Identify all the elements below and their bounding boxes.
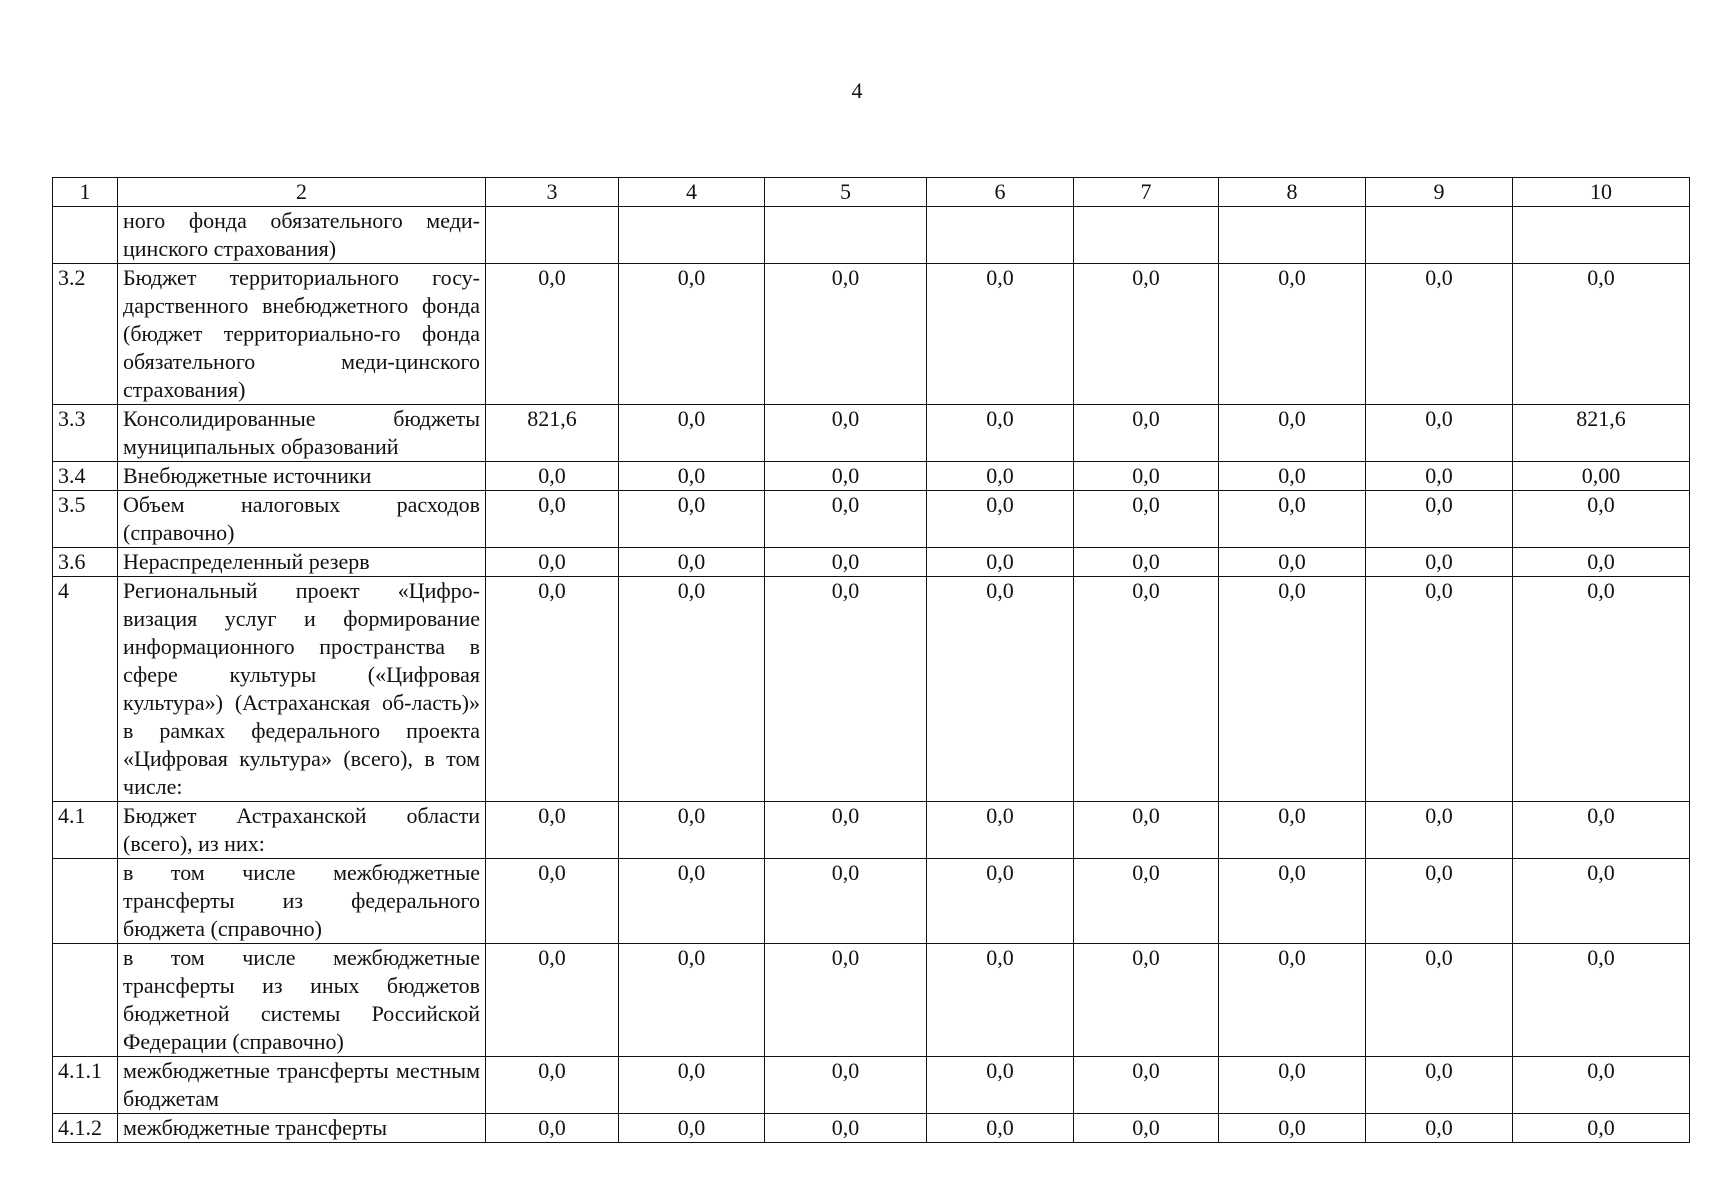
value-cell: 0,0 (486, 577, 619, 802)
value-cell: 0,0 (927, 462, 1074, 491)
column-header: 6 (927, 178, 1074, 207)
value-cell: 0,0 (1219, 405, 1366, 462)
value-cell: 0,0 (765, 491, 927, 548)
value-cell (1219, 207, 1366, 264)
row-number-cell (53, 859, 118, 944)
value-cell: 0,0 (1366, 944, 1513, 1057)
page-number: 4 (851, 78, 863, 103)
row-name-cell: межбюджетные трансферты (118, 1114, 486, 1143)
row-name-cell: межбюджетные трансферты местным бюджетам (118, 1057, 486, 1114)
value-cell: 0,0 (765, 1114, 927, 1143)
table-row (53, 491, 1690, 548)
value-cell: 0,0 (1074, 548, 1219, 577)
value-cell: 0,0 (486, 1114, 619, 1143)
value-cell: 0,0 (1366, 462, 1513, 491)
value-cell: 0,0 (1366, 548, 1513, 577)
value-cell: 0,0 (927, 859, 1074, 944)
value-cell: 0,0 (927, 577, 1074, 802)
row-number-cell: 4 (53, 577, 118, 802)
value-cell: 0,0 (1366, 491, 1513, 548)
value-cell: 0,0 (486, 859, 619, 944)
value-cell: 0,0 (1513, 944, 1690, 1057)
value-cell: 0,0 (1074, 1114, 1219, 1143)
value-cell: 0,0 (619, 1057, 765, 1114)
row-number-cell: 4.1.2 (53, 1114, 118, 1143)
value-cell: 0,0 (765, 859, 927, 944)
value-cell: 0,0 (1513, 548, 1690, 577)
table-row (53, 264, 1690, 405)
column-header: 4 (619, 178, 765, 207)
row-name-cell: Объем налоговых расходов (справочно) (118, 491, 486, 548)
column-header: 8 (1219, 178, 1366, 207)
value-cell: 0,0 (619, 264, 765, 405)
value-cell: 0,0 (486, 491, 619, 548)
value-cell: 0,0 (927, 491, 1074, 548)
row-name-cell: в том числе межбюджетные трансферты из иных бюджетов бюджетной системы Российской Федерации (справочно) (118, 944, 486, 1057)
value-cell (1366, 207, 1513, 264)
value-cell: 0,0 (1366, 802, 1513, 859)
row-name-cell: в том числе межбюджетные трансферты из федерального бюджета (справочно) (118, 859, 486, 944)
value-cell: 821,6 (486, 405, 619, 462)
row-name-cell: ного фонда обязательного меди-цинского страхования) (118, 207, 486, 264)
value-cell: 0,0 (1366, 859, 1513, 944)
value-cell: 0,00 (1513, 462, 1690, 491)
value-cell: 0,0 (1074, 405, 1219, 462)
value-cell: 0,0 (1366, 405, 1513, 462)
value-cell: 0,0 (927, 1114, 1074, 1143)
value-cell: 0,0 (486, 264, 619, 405)
table-row (53, 405, 1690, 462)
value-cell: 0,0 (765, 577, 927, 802)
value-cell: 0,0 (619, 577, 765, 802)
value-cell: 0,0 (1074, 1057, 1219, 1114)
value-cell (486, 207, 619, 264)
row-name-cell: Внебюджетные источники (118, 462, 486, 491)
value-cell: 0,0 (1219, 944, 1366, 1057)
value-cell: 0,0 (1074, 491, 1219, 548)
value-cell (619, 207, 765, 264)
value-cell: 0,0 (1219, 1114, 1366, 1143)
table-row (53, 859, 1690, 944)
value-cell: 0,0 (765, 944, 927, 1057)
value-cell: 0,0 (619, 491, 765, 548)
table-row (53, 802, 1690, 859)
value-cell: 821,6 (1513, 405, 1690, 462)
table-row (53, 1057, 1690, 1114)
value-cell: 0,0 (1513, 1114, 1690, 1143)
value-cell: 0,0 (1074, 944, 1219, 1057)
value-cell: 0,0 (1366, 577, 1513, 802)
row-name-cell: Региональный проект «Цифро-визация услуг и формирование информационного пространства в сфере культуры («Цифровая культура») (Астраханская об-ласть)» в рамках федерального проекта «Цифровая культура» (всего), в том числе: (118, 577, 486, 802)
row-name-cell: Нераспределенный резерв (118, 548, 486, 577)
value-cell: 0,0 (1219, 491, 1366, 548)
value-cell: 0,0 (765, 548, 927, 577)
value-cell: 0,0 (927, 264, 1074, 405)
value-cell: 0,0 (765, 462, 927, 491)
value-cell: 0,0 (1513, 1057, 1690, 1114)
row-name-cell: Консолидированные бюджеты муниципальных образований (118, 405, 486, 462)
value-cell: 0,0 (1074, 859, 1219, 944)
value-cell (1513, 207, 1690, 264)
value-cell: 0,0 (486, 944, 619, 1057)
table-row (53, 207, 1690, 264)
value-cell: 0,0 (765, 1057, 927, 1114)
value-cell: 0,0 (619, 802, 765, 859)
value-cell: 0,0 (1074, 462, 1219, 491)
value-cell: 0,0 (1513, 859, 1690, 944)
table-row (53, 577, 1690, 802)
row-number-cell: 3.2 (53, 264, 118, 405)
value-cell: 0,0 (1366, 1114, 1513, 1143)
column-number-row (53, 178, 1690, 207)
value-cell: 0,0 (1219, 264, 1366, 405)
value-cell: 0,0 (927, 405, 1074, 462)
value-cell: 0,0 (486, 462, 619, 491)
budget-table (52, 177, 1690, 1143)
value-cell: 0,0 (1366, 264, 1513, 405)
value-cell: 0,0 (486, 548, 619, 577)
column-header: 5 (765, 178, 927, 207)
value-cell: 0,0 (1219, 859, 1366, 944)
row-number-cell: 4.1 (53, 802, 118, 859)
column-header: 9 (1366, 178, 1513, 207)
table-body (53, 207, 1690, 1143)
value-cell: 0,0 (1219, 462, 1366, 491)
value-cell: 0,0 (927, 548, 1074, 577)
row-name-cell: Бюджет территориального госу-дарственного внебюджетного фонда (бюджет территориально-го фонда обязательного меди-цинского страхования) (118, 264, 486, 405)
row-name-cell: Бюджет Астраханской области (всего), из них: (118, 802, 486, 859)
value-cell: 0,0 (1074, 802, 1219, 859)
value-cell: 0,0 (1074, 264, 1219, 405)
value-cell: 0,0 (1366, 1057, 1513, 1114)
value-cell: 0,0 (1513, 264, 1690, 405)
row-number-cell: 3.3 (53, 405, 118, 462)
value-cell: 0,0 (486, 1057, 619, 1114)
value-cell: 0,0 (619, 405, 765, 462)
value-cell: 0,0 (1513, 491, 1690, 548)
value-cell: 0,0 (1219, 577, 1366, 802)
row-number-cell (53, 207, 118, 264)
value-cell: 0,0 (619, 944, 765, 1057)
value-cell: 0,0 (1074, 577, 1219, 802)
value-cell: 0,0 (765, 405, 927, 462)
value-cell: 0,0 (619, 548, 765, 577)
value-cell: 0,0 (486, 802, 619, 859)
row-number-cell (53, 944, 118, 1057)
value-cell: 0,0 (927, 1057, 1074, 1114)
value-cell (765, 207, 927, 264)
table-row (53, 462, 1690, 491)
column-header: 1 (53, 178, 118, 207)
column-header: 2 (118, 178, 486, 207)
row-number-cell: 4.1.1 (53, 1057, 118, 1114)
value-cell: 0,0 (765, 802, 927, 859)
row-number-cell: 3.4 (53, 462, 118, 491)
value-cell: 0,0 (1219, 802, 1366, 859)
value-cell: 0,0 (1513, 802, 1690, 859)
column-header: 10 (1513, 178, 1690, 207)
value-cell: 0,0 (619, 1114, 765, 1143)
table-row (53, 944, 1690, 1057)
value-cell: 0,0 (619, 859, 765, 944)
column-header: 3 (486, 178, 619, 207)
value-cell (1074, 207, 1219, 264)
value-cell: 0,0 (619, 462, 765, 491)
column-header: 7 (1074, 178, 1219, 207)
value-cell (927, 207, 1074, 264)
value-cell: 0,0 (927, 944, 1074, 1057)
value-cell: 0,0 (1219, 548, 1366, 577)
row-number-cell: 3.5 (53, 491, 118, 548)
value-cell: 0,0 (1513, 577, 1690, 802)
value-cell: 0,0 (927, 802, 1074, 859)
table-row (53, 1114, 1690, 1143)
value-cell: 0,0 (765, 264, 927, 405)
value-cell: 0,0 (1219, 1057, 1366, 1114)
row-number-cell: 3.6 (53, 548, 118, 577)
table-row (53, 548, 1690, 577)
